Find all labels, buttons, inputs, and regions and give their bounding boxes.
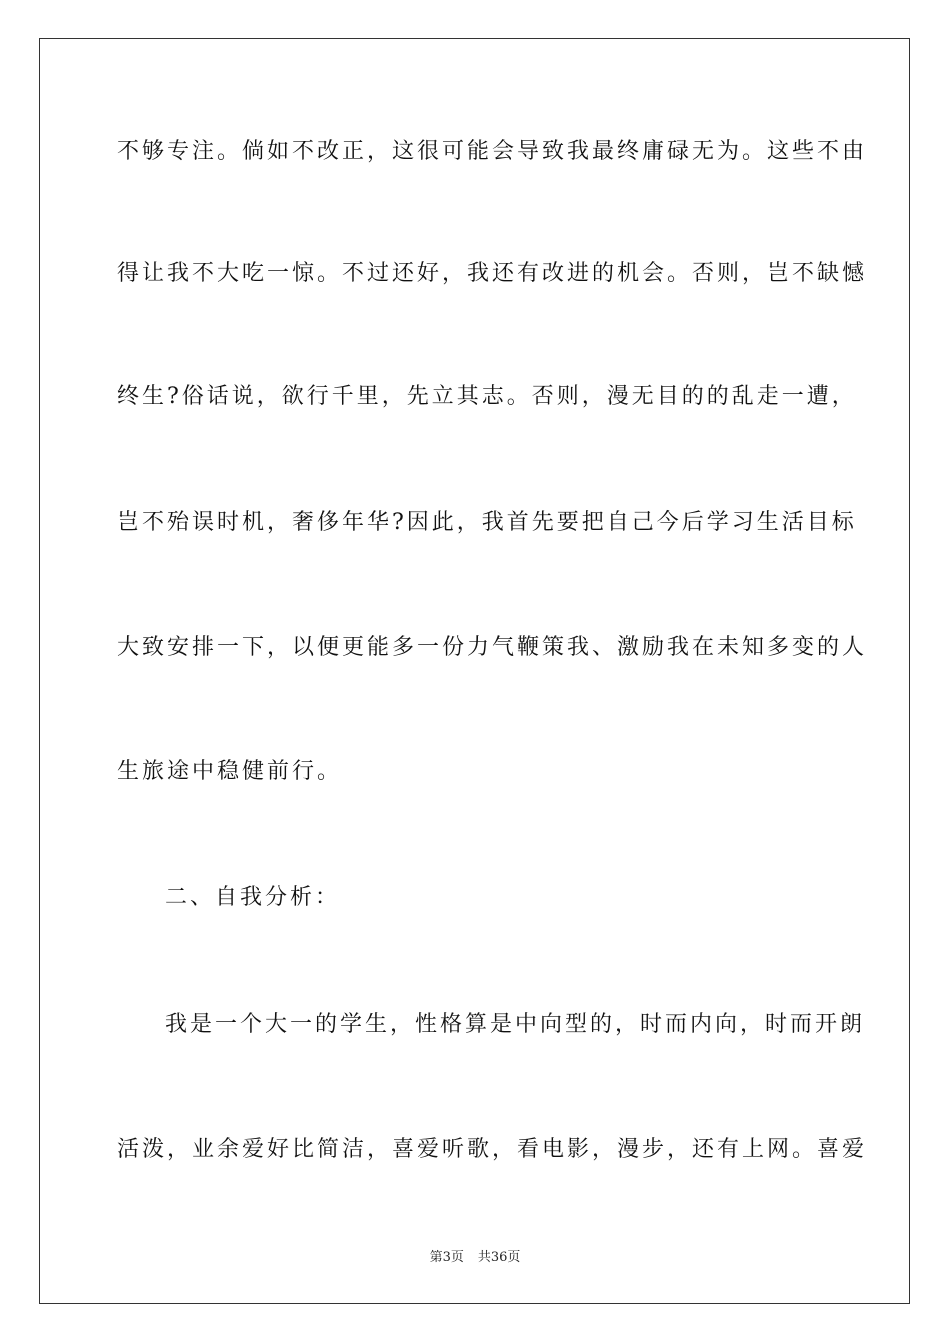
text-line-1: 不够专注。倘如不改正，这很可能会导致我最终庸碌无为。这些不由 xyxy=(117,139,868,164)
page-footer xyxy=(0,1246,950,1265)
section-heading: 二、自我分析： xyxy=(165,885,341,910)
page-total: 共36页 xyxy=(477,1250,521,1265)
text-line-8: 活泼，业余爱好比简洁，喜爱听歌，看电影，漫步，还有上网。喜爱 xyxy=(117,1137,868,1162)
text-line-5: 大致安排一下，以便更能多一份力气鞭策我、激励我在未知多变的人 xyxy=(117,635,868,660)
text-line-2: 得让我不大吃一惊。不过还好，我还有改进的机会。否则，岂不缺憾 xyxy=(117,261,868,286)
text-line-6: 生旅途中稳健前行。 xyxy=(117,759,343,784)
text-line-7: 我是一个大一的学生，性格算是中向型的，时而内向，时而开朗 xyxy=(165,1012,866,1037)
page-border xyxy=(39,38,910,1304)
text-line-3: 终生?俗话说，欲行千里，先立其志。否则，漫无目的的乱走一遭， xyxy=(117,384,857,409)
page-number: 第3页 xyxy=(429,1250,464,1265)
text-line-4: 岂不殆误时机，奢侈年华?因此，我首先要把自己今后学习生活目标 xyxy=(117,510,857,535)
